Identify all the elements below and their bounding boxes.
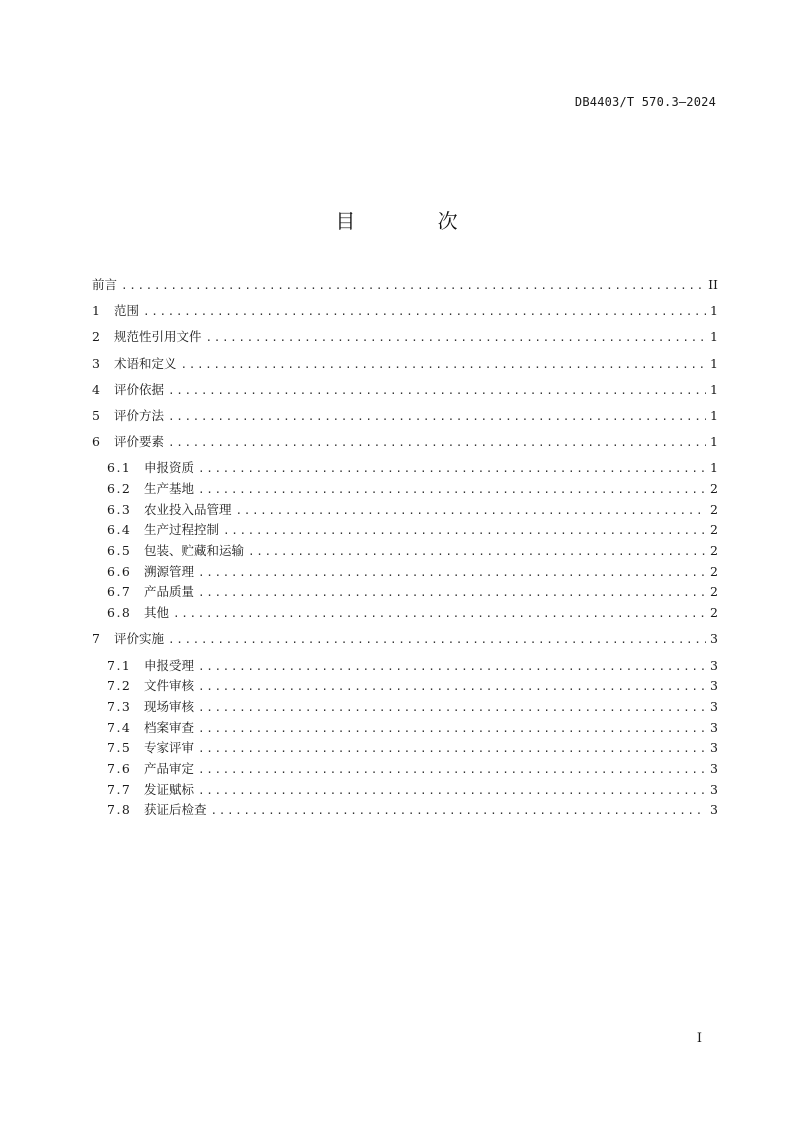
toc-entry-title: 评价实施	[114, 631, 165, 647]
toc-entry-page: 3	[710, 802, 718, 818]
toc-entry-page: 2	[710, 584, 718, 600]
toc-entry-number: 6.8	[107, 605, 132, 621]
toc-entry-page: II	[708, 277, 718, 292]
toc-dot-leader	[168, 630, 706, 651]
toc-entry-title: 评价要素	[114, 434, 165, 450]
toc-dot-leader	[223, 521, 706, 542]
toc-entry-number: 6	[92, 434, 100, 450]
toc-entry-page: 3	[710, 781, 718, 797]
toc-entry-number: 7	[92, 631, 100, 647]
toc-entry[interactable]	[92, 697, 718, 718]
toc-entry-number: 6.4	[107, 522, 132, 538]
toc-entry[interactable]	[92, 562, 718, 583]
toc-entry-title: 前言	[92, 277, 118, 292]
toc-entry[interactable]	[92, 582, 718, 603]
toc-dot-leader	[198, 781, 706, 802]
toc-entry[interactable]	[92, 301, 718, 322]
toc-entry-page: 1	[710, 355, 718, 371]
toc-dot-leader	[236, 501, 706, 522]
toc-entry-title: 现场审核	[144, 698, 195, 714]
toc-entry[interactable]	[92, 406, 718, 427]
toc-entry-page: 1	[710, 407, 718, 423]
toc-entry-number: 1	[92, 303, 100, 319]
toc-entry[interactable]	[92, 629, 718, 650]
toc-dot-leader	[198, 698, 706, 719]
toc-dot-leader	[198, 657, 706, 678]
toc-dot-leader	[198, 480, 706, 501]
toc-entry[interactable]	[92, 800, 718, 821]
toc-dot-leader	[248, 542, 706, 563]
toc-entry-page: 3	[710, 698, 718, 714]
toc-dot-leader	[198, 719, 706, 740]
toc-entry-page: 2	[710, 481, 718, 496]
toc-dot-leader	[143, 302, 706, 323]
toc-entry-page: 3	[710, 631, 718, 647]
toc-entry-title: 评价依据	[114, 381, 165, 397]
toc-entry[interactable]	[92, 432, 718, 453]
toc-entry-number: 7.1	[107, 657, 132, 673]
toc-entry-title: 获证后检查	[144, 802, 207, 818]
toc-entry[interactable]	[92, 479, 718, 500]
toc-entry-page: 3	[710, 719, 718, 735]
toc-entry-page: 3	[710, 678, 718, 694]
toc-dot-leader	[173, 604, 706, 625]
toc-entry-number: 7.8	[107, 802, 132, 818]
document-code: DB4403/T 570.3—2024	[574, 95, 716, 109]
toc-entry[interactable]	[92, 718, 718, 739]
toc-entry-title: 发证赋标	[144, 781, 195, 797]
toc-dot-leader	[198, 459, 706, 480]
toc-entry-number: 2	[92, 329, 100, 345]
toc-entry[interactable]	[92, 738, 718, 759]
toc-entry-number: 6.1	[107, 460, 132, 476]
toc-dot-leader	[198, 677, 706, 698]
toc-entry[interactable]	[92, 275, 718, 296]
toc-entry-title: 生产基地	[144, 481, 195, 496]
toc-dot-leader	[168, 407, 706, 428]
toc-dot-leader	[181, 355, 706, 376]
toc-entry-number: 6.3	[107, 501, 132, 517]
toc-entry-page: 1	[710, 329, 718, 345]
toc-entry-title: 包装、贮藏和运输	[144, 543, 245, 559]
toc-dot-leader	[168, 433, 706, 454]
toc-entry[interactable]	[92, 327, 718, 348]
toc-entry[interactable]	[92, 541, 718, 562]
toc-entry[interactable]	[92, 676, 718, 697]
toc-entry-page: 1	[710, 381, 718, 397]
toc-entry-number: 3	[92, 355, 100, 371]
toc-entry-page: 2	[710, 501, 718, 517]
toc-entry-title: 申报资质	[144, 460, 195, 476]
table-of-contents	[92, 275, 718, 821]
toc-dot-leader	[198, 760, 706, 781]
toc-entry-page: 3	[710, 740, 718, 756]
toc-entry-page: 2	[710, 543, 718, 559]
toc-entry-page: 2	[710, 563, 718, 579]
toc-dot-leader	[198, 583, 706, 604]
toc-entry[interactable]	[92, 520, 718, 541]
toc-dot-leader	[168, 381, 706, 402]
toc-entry-page: 1	[710, 460, 718, 476]
toc-entry-title: 其他	[144, 605, 170, 621]
toc-entry-number: 6.5	[107, 543, 132, 559]
toc-entry-number: 7.5	[107, 740, 132, 756]
toc-entry[interactable]	[92, 500, 718, 521]
toc-entry-title: 文件审核	[144, 678, 195, 694]
toc-entry[interactable]	[92, 458, 718, 479]
toc-entry[interactable]	[92, 780, 718, 801]
toc-entry-title: 评价方法	[114, 407, 165, 423]
page-title: 目 次	[335, 209, 496, 233]
toc-entry-number: 7.7	[107, 781, 132, 797]
toc-entry-page: 2	[710, 522, 718, 538]
toc-entry-number: 6.6	[107, 563, 132, 579]
toc-entry[interactable]	[92, 354, 718, 375]
toc-entry-page: 1	[710, 303, 718, 319]
toc-entry-number: 6.7	[107, 584, 132, 600]
page-number: I	[696, 1031, 702, 1046]
toc-entry-title: 申报受理	[144, 657, 195, 673]
toc-entry-number: 4	[92, 381, 100, 397]
toc-dot-leader	[198, 739, 706, 760]
toc-entry-number: 7.2	[107, 678, 132, 694]
toc-entry-title: 档案审查	[144, 719, 195, 735]
toc-dot-leader	[121, 276, 704, 297]
toc-entry-number: 5	[92, 407, 100, 423]
toc-entry-number: 7.4	[107, 719, 132, 735]
toc-entry-title: 农业投入品管理	[144, 501, 232, 517]
toc-entry-page: 1	[710, 434, 718, 450]
toc-entry-number: 7.6	[107, 760, 132, 776]
toc-entry-number: 7.3	[107, 698, 132, 714]
toc-entry-number: 6.2	[107, 481, 132, 496]
toc-entry-title: 规范性引用文件	[114, 329, 202, 345]
toc-entry-page: 2	[710, 605, 718, 621]
toc-entry[interactable]	[92, 656, 718, 677]
toc-entry[interactable]	[92, 759, 718, 780]
toc-dot-leader	[198, 563, 706, 584]
toc-entry-title: 生产过程控制	[144, 522, 220, 538]
toc-entry-title: 专家评审	[144, 740, 195, 756]
toc-entry-page: 3	[710, 760, 718, 776]
toc-dot-leader	[206, 328, 706, 349]
toc-entry-title: 术语和定义	[114, 355, 177, 371]
toc-entry[interactable]	[92, 603, 718, 624]
toc-entry-title: 产品审定	[144, 760, 195, 776]
toc-entry-page: 3	[710, 657, 718, 673]
toc-dot-leader	[211, 801, 706, 822]
toc-entry-title: 溯源管理	[144, 563, 195, 579]
toc-entry-title: 范围	[114, 303, 140, 319]
toc-entry[interactable]	[92, 380, 718, 401]
toc-entry-title: 产品质量	[144, 584, 195, 600]
